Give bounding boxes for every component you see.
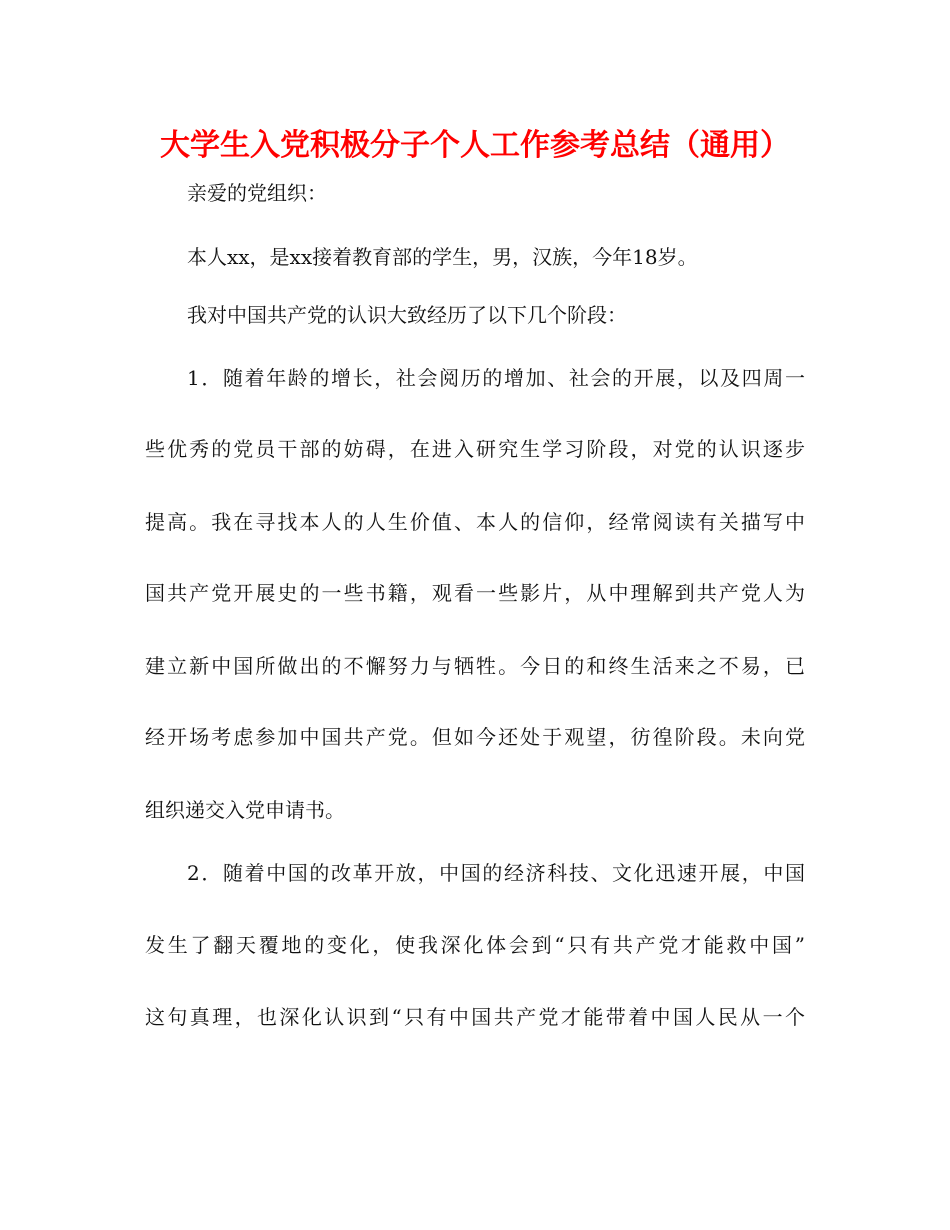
paragraph-line: 建立新中国所做出的不懈努力与牺牲。今日的和终生活来之不易，已 bbox=[145, 654, 805, 678]
paragraph-line: 2．随着中国的改革开放，中国的经济科技、文化迅速开展，中国 bbox=[187, 861, 805, 885]
paragraph-stages: 我对中国共产党的认识大致经历了以下几个阶段： bbox=[187, 303, 627, 327]
paragraph-line: 组织递交入党申请书。 bbox=[145, 798, 345, 822]
paragraph-line: 些优秀的党员干部的妨碍，在进入研究生学习阶段，对党的认识逐步 bbox=[145, 437, 805, 461]
paragraph-line: 经开场考虑参加中国共产党。但如今还处于观望，彷徨阶段。未向党 bbox=[145, 725, 805, 749]
paragraph-line: 发生了翻天覆地的变化，使我深化体会到“只有共产党才能救中国” bbox=[145, 933, 805, 957]
paragraph-line: 提高。我在寻找本人的人生价值、本人的信仰，经常阅读有关描写中 bbox=[145, 510, 805, 534]
paragraph-line: 这句真理，也深化认识到“只有中国共产党才能带着中国人民从一个 bbox=[145, 1005, 805, 1029]
paragraph-line: 1．随着年龄的增长，社会阅历的增加、社会的开展，以及四周一 bbox=[187, 366, 805, 390]
paragraph-intro: 本人xx，是xx接着教育部的学生，男，汉族，今年18岁。 bbox=[187, 245, 698, 269]
paragraph-line: 国共产党开展史的一些书籍，观看一些影片，从中理解到共产党人为 bbox=[145, 581, 805, 605]
document-title: 大学生入党积极分子个人工作参考总结（通用） bbox=[160, 128, 790, 163]
salutation: 亲爱的党组织： bbox=[187, 181, 327, 205]
